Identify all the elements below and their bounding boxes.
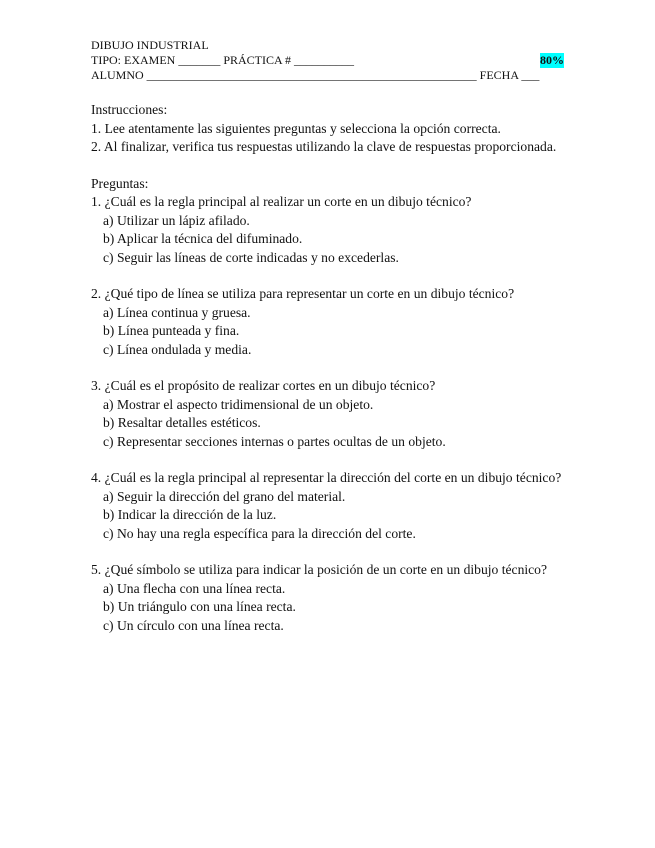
answer-option: c) Línea ondulada y media.: [103, 341, 252, 357]
question-text: 3. ¿Cuál es el propósito de realizar cortes en un dibujo técnico?: [91, 378, 436, 394]
question-text: 2. ¿Qué tipo de línea se utiliza para representar un corte en un dibujo técnico?: [91, 286, 515, 302]
exam-header: [91, 38, 564, 83]
question-text: 5. ¿Qué símbolo se utiliza para indicar la posición de un corte en un dibujo técnico?: [91, 562, 548, 578]
alumno-line: ALUMNO _______________________________________________________ FECHA ___: [91, 68, 540, 82]
question-text: 1. ¿Cuál es la regla principal al realizar un corte en un dibujo técnico?: [91, 194, 472, 210]
answer-option: b) Indicar la dirección de la luz.: [103, 507, 277, 523]
score-badge: 80%: [540, 53, 564, 67]
exam-body: [91, 101, 564, 635]
answer-option: c) Seguir las líneas de corte indicadas y no excederlas.: [103, 249, 399, 265]
answer-option: c) Un círculo con una línea recta.: [103, 617, 284, 633]
answer-option: a) Mostrar el aspecto tridimensional de un objeto.: [103, 396, 374, 412]
answer-option: c) Representar secciones internas o partes ocultas de un objeto.: [103, 433, 446, 449]
subject-title: DIBUJO INDUSTRIAL: [91, 38, 209, 52]
question-text: 4. ¿Cuál es la regla principal al representar la dirección del corte en un dibujo técnico?: [91, 470, 562, 486]
instruction-item: 2. Al finalizar, verifica tus respuestas utilizando la clave de respuestas proporcionada.: [91, 139, 557, 155]
answer-option: a) Seguir la dirección del grano del material.: [103, 488, 346, 504]
question-block: [91, 193, 564, 267]
tipo-line: TIPO: EXAMEN _______ PRÁCTICA # __________: [91, 53, 355, 67]
question-block: [91, 469, 564, 543]
instruction-item: 1. Lee atentamente las siguientes preguntas y selecciona la opción correcta.: [91, 120, 501, 136]
question-block: [91, 285, 564, 359]
question-block: [91, 561, 564, 635]
questions-title: Preguntas:: [91, 176, 149, 191]
answer-option: a) Una flecha con una línea recta.: [103, 580, 286, 596]
answer-option: a) Línea continua y gruesa.: [103, 304, 251, 320]
instructions-title: Instrucciones:: [91, 102, 168, 118]
exam-page: [91, 38, 564, 635]
answer-option: a) Utilizar un lápiz afilado.: [103, 212, 250, 228]
answer-option: c) No hay una regla específica para la dirección del corte.: [103, 525, 416, 541]
answer-option: b) Un triángulo con una línea recta.: [103, 599, 296, 615]
question-block: [91, 377, 564, 451]
answer-option: b) Línea punteada y fina.: [103, 323, 240, 339]
answer-option: b) Resaltar detalles estéticos.: [103, 415, 261, 431]
answer-option: b) Aplicar la técnica del difuminado.: [103, 231, 303, 247]
